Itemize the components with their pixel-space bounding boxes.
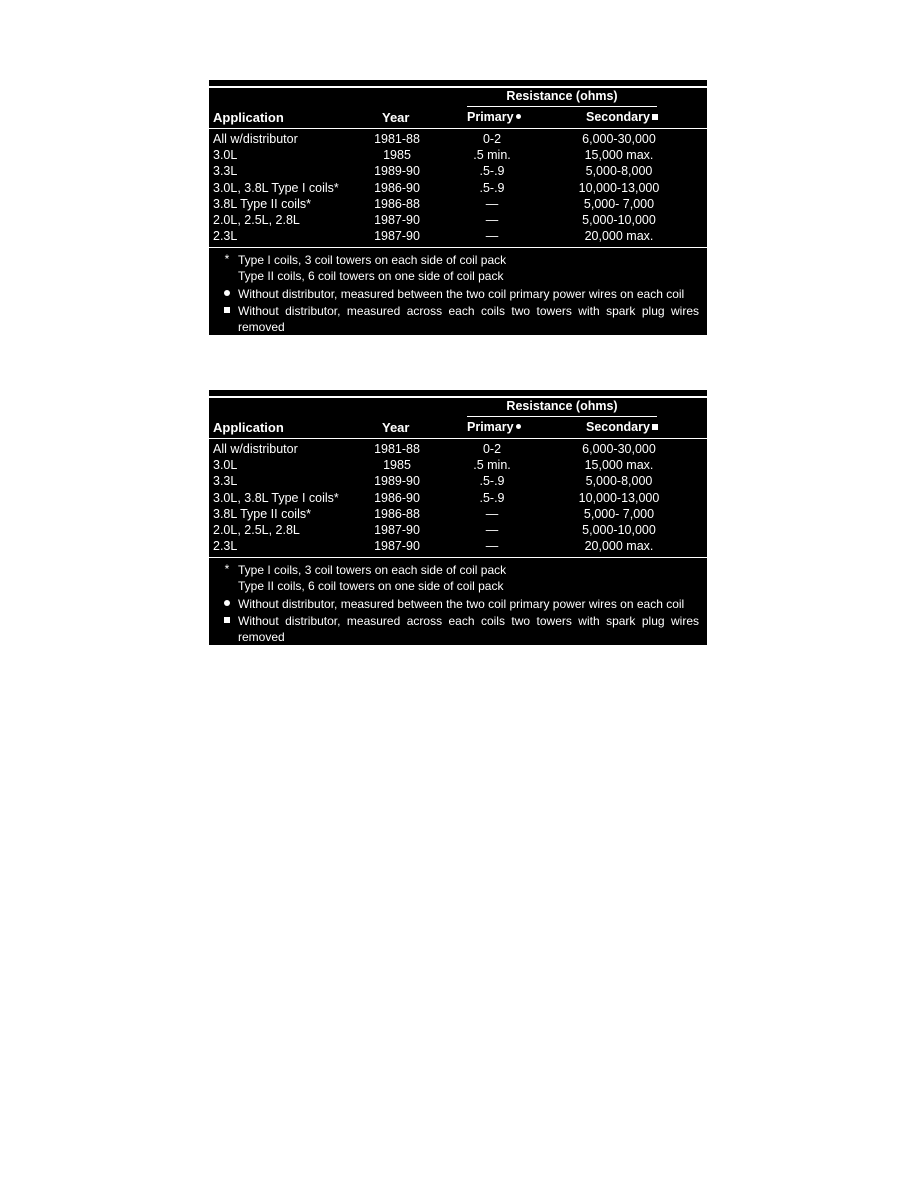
- square-bullet-icon: [652, 424, 658, 430]
- cell-primary: —: [485, 229, 499, 244]
- cell-year: 1987-90: [374, 212, 420, 227]
- cell-primary: .5 min.: [473, 458, 511, 473]
- cell-application: 2.0L, 2.5L, 2.8L: [213, 522, 300, 537]
- cell-year: 1989-90: [374, 474, 420, 489]
- table-body: [209, 131, 707, 244]
- cell-application: All w/distributor: [213, 442, 298, 456]
- cell-secondary: 6,000-30,000: [582, 132, 656, 146]
- cell-year: 1986-88: [374, 196, 420, 211]
- footnote-text: Without distributor, measured between the two coil primary power wires on each coil: [238, 287, 685, 301]
- cell-year: 1986-90: [374, 180, 420, 195]
- footnote-text: Type I coils, 3 coil towers on each side of coil pack Type II coils, 6 coil towers on one side of coil pack: [238, 253, 507, 283]
- square-bullet-icon: [652, 114, 658, 120]
- cell-application: 3.3L: [213, 164, 238, 179]
- coil-resistance-table: [209, 390, 707, 645]
- cell-primary: .5-.9: [479, 474, 505, 489]
- square-bullet-icon: [221, 303, 233, 317]
- cell-primary: .5-.9: [479, 490, 505, 505]
- table-row: [209, 212, 707, 228]
- table-row: [209, 228, 707, 244]
- bullet-dot-icon: [221, 286, 233, 300]
- cell-application: 3.8L Type II coils*: [213, 196, 311, 211]
- resistance-rule: [467, 106, 657, 107]
- cell-primary: —: [485, 212, 499, 227]
- table-row: [209, 522, 707, 538]
- cell-year: 1987-90: [374, 539, 420, 554]
- column-header-year: Year: [382, 110, 410, 125]
- cell-primary: .5 min.: [473, 148, 511, 163]
- cell-primary: .5-.9: [479, 164, 505, 179]
- column-header-year: Year: [382, 420, 410, 435]
- cell-year: 1987-90: [374, 229, 420, 244]
- table-row: [209, 147, 707, 163]
- cell-year: 1985: [383, 458, 411, 473]
- cell-secondary: 5,000- 7,000: [583, 506, 655, 521]
- cell-application: 3.0L: [213, 148, 238, 163]
- cell-application: 3.0L: [213, 458, 238, 473]
- footnote-rule: [209, 247, 707, 248]
- cell-secondary: 10,000-13,000: [578, 180, 660, 195]
- footnote-text: Type I coils, 3 coil towers on each side of coil pack Type II coils, 6 coil towers on one side of coil pack: [238, 563, 507, 593]
- cell-secondary: 5,000- 7,000: [583, 196, 655, 211]
- footnote-text: Without distributor, measured across each coils two towers with spark plug wires removed: [238, 614, 699, 644]
- cell-application: 3.0L, 3.8L Type I coils*: [213, 490, 339, 505]
- table-row: [209, 538, 707, 554]
- table-row: [209, 506, 707, 522]
- table-row: [209, 473, 707, 489]
- coil-resistance-table: [209, 80, 707, 335]
- resistance-header: Resistance (ohms): [506, 89, 618, 103]
- cell-primary: —: [485, 539, 499, 554]
- cell-primary: 0-2: [482, 132, 502, 146]
- cell-application: 3.3L: [213, 474, 238, 489]
- cell-secondary: 6,000-30,000: [582, 442, 656, 456]
- table-row: [209, 457, 707, 473]
- cell-year: 1987-90: [374, 522, 420, 537]
- column-header-primary: Primary: [467, 110, 521, 124]
- cell-secondary: 15,000 max.: [584, 458, 654, 473]
- column-header-application: Application: [213, 420, 284, 435]
- cell-application: 3.8L Type II coils*: [213, 506, 311, 521]
- cell-primary: 0-2: [482, 442, 502, 456]
- column-header-application: Application: [213, 110, 284, 125]
- cell-secondary: 5,000-8,000: [585, 474, 653, 489]
- cell-primary: —: [485, 196, 499, 211]
- table-row: [209, 163, 707, 179]
- resistance-header: Resistance (ohms): [506, 399, 618, 413]
- cell-application: 2.3L: [213, 229, 238, 244]
- resistance-rule: [467, 416, 657, 417]
- cell-secondary: 20,000 max.: [584, 229, 654, 244]
- table-row: [209, 196, 707, 212]
- bullet-dot-icon: [516, 424, 521, 429]
- top-rule: [209, 396, 707, 398]
- cell-year: 1986-90: [374, 490, 420, 505]
- column-header-secondary: Secondary: [586, 110, 658, 124]
- cell-primary: .5-.9: [479, 180, 505, 195]
- column-header-secondary: Secondary: [586, 420, 658, 434]
- bullet-dot-icon: [221, 596, 233, 610]
- table-row: [209, 131, 707, 147]
- header-rule: [209, 128, 707, 129]
- cell-secondary: 10,000-13,000: [578, 490, 660, 505]
- cell-primary: —: [485, 506, 499, 521]
- square-bullet-icon: [221, 613, 233, 627]
- table-row: [209, 490, 707, 506]
- cell-secondary: 20,000 max.: [584, 539, 654, 554]
- footnote-text: Without distributor, measured across each coils two towers with spark plug wires removed: [238, 304, 699, 334]
- cell-primary: —: [485, 522, 499, 537]
- header-rule: [209, 438, 707, 439]
- asterisk-marker: *: [224, 252, 230, 266]
- cell-secondary: 5,000-10,000: [582, 522, 656, 537]
- cell-application: All w/distributor: [213, 132, 298, 146]
- table-row: [209, 180, 707, 196]
- cell-secondary: 15,000 max.: [584, 148, 654, 163]
- bullet-dot-icon: [516, 114, 521, 119]
- table-body: [209, 441, 707, 554]
- cell-year: 1989-90: [374, 164, 420, 179]
- top-rule: [209, 86, 707, 88]
- cell-year: 1985: [383, 148, 411, 163]
- table-row: [209, 441, 707, 457]
- cell-year: 1986-88: [374, 506, 420, 521]
- footnote-rule: [209, 557, 707, 558]
- footnote-text: Without distributor, measured between the two coil primary power wires on each coil: [238, 597, 685, 611]
- cell-secondary: 5,000-8,000: [585, 164, 653, 179]
- cell-application: 2.0L, 2.5L, 2.8L: [213, 212, 300, 227]
- cell-application: 3.0L, 3.8L Type I coils*: [213, 180, 339, 195]
- cell-year: 1981-88: [374, 442, 420, 456]
- asterisk-marker: *: [224, 562, 230, 576]
- column-header-primary: Primary: [467, 420, 521, 434]
- cell-year: 1981-88: [374, 132, 420, 146]
- cell-secondary: 5,000-10,000: [582, 212, 656, 227]
- cell-application: 2.3L: [213, 539, 238, 554]
